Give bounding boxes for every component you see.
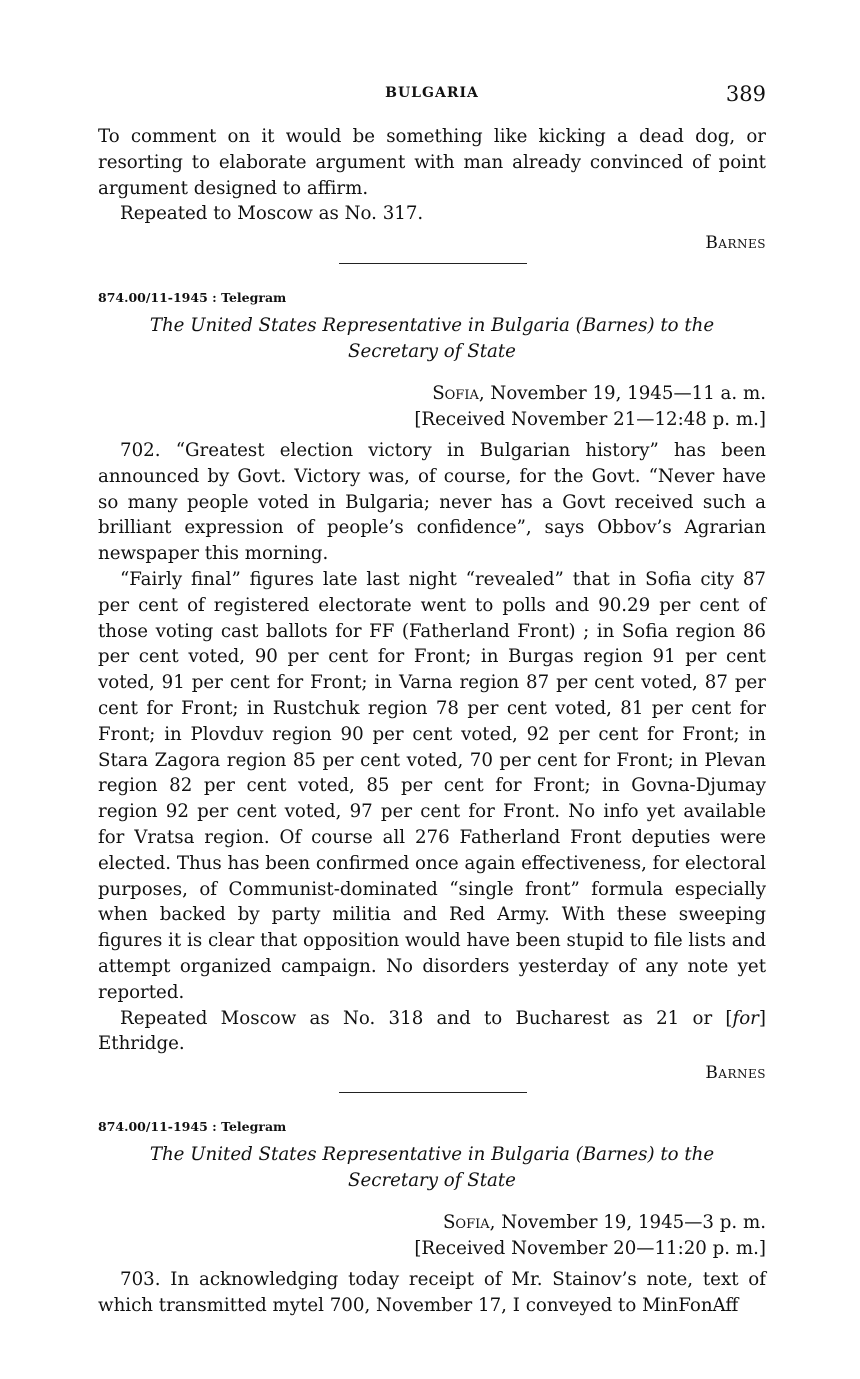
- dateline-date: November 19, 1945—11 a. m.: [484, 383, 766, 404]
- dateline-date: November 19, 1945—3 p. m.: [495, 1212, 766, 1233]
- document-heading: The United States Representative in Bulgaria (Barnes) to the Secretary of State: [149, 315, 715, 362]
- document-heading: The United States Representative in Bulgaria (Barnes) to the Secretary of State: [149, 1144, 715, 1191]
- continued-paragraph: To comment on it would be something like kicking a dead dog, or resorting to elaborate argument with man already convinced of point argument designed to affirm.: [98, 126, 766, 199]
- dateline-place: Sofia,: [432, 383, 485, 404]
- dateline: [98, 381, 766, 407]
- section-divider: [339, 1092, 527, 1093]
- dateline-place: Sofia,: [442, 1212, 496, 1233]
- body-paragraph: “Fairly final” figures late last night “revealed” that in Sofia city 87 per cent of registered electorate went to polls and 90.29 per cent of those voting cast ballots for FF (Fatherland Front) ; in Sofia region 86 per cent voted, 90 per cent for Front; in Burgas region 91 per cent voted, 91 per cent for Front; in Varna region 87 per cent voted, 87 per cent for Front; in Rustchuk region 78 per cent voted, 81 per cent for Front; in Plovduv region 90 per cent voted, 92 per cent for Front; in Stara Zagora region 85 per cent voted, 70 per cent for Front; in Plevan region 82 per cent voted, 85 per cent for Front; in Govna-Djumay region 92 per cent voted, 97 per cent for Front. No info yet available for Vratsa region. Of course all 276 Fatherland Front deputies were elected. Thus has been confirmed once again effectiveness, for electoral purposes, of Communist-dominated “single front” formula especially when backed by party militia and Red Army. With these sweeping figures it is clear that opposition would have been stupid to file lists and attempt organized campaign. No disorders yesterday of any note yet reported.: [98, 568, 766, 1003]
- received-line: [Received November 20—11:20 p. m.]: [414, 1238, 766, 1259]
- repeated-note: [98, 1006, 766, 1058]
- continued-text-block: [98, 124, 766, 257]
- running-head-title: BULGARIA: [385, 85, 479, 101]
- running-head: [98, 82, 766, 108]
- received-line: [Received November 21—12:48 p. m.]: [414, 409, 766, 430]
- repeated-text: Repeated Moscow as No. 318 and to Bucharest as 21 or [: [120, 1007, 733, 1029]
- file-reference: 874.00/11-1945 : Telegram: [98, 1119, 287, 1134]
- repeated-note: Repeated to Moscow as No. 317.: [120, 203, 424, 225]
- repeated-text-end: ] Ethridge.: [98, 1007, 766, 1055]
- editorial-insert: for: [732, 1007, 759, 1029]
- section-divider: [339, 263, 527, 264]
- telegram-body: [98, 1267, 766, 1319]
- body-paragraph: 703. In acknowledging today receipt of Mr. Stainov’s note, text of which transmitted mytel 700, November 17, I conveyed to MinFonAff: [98, 1269, 766, 1316]
- signature-barnes: Barnes: [705, 1063, 766, 1084]
- telegram-body: [98, 438, 766, 1087]
- body-paragraph: 702. “Greatest election victory in Bulgarian history” has been announced by Govt. Victory was, of course, for the Govt. “Never have so many people voted in Bulgaria; never has a Govt received such a brilliant expression of people’s confidence”, says Obbov’s Agrarian newspaper this morning.: [98, 440, 766, 565]
- page-number: 389: [725, 82, 766, 106]
- signature-barnes: Barnes: [705, 233, 766, 254]
- dateline: [98, 1210, 766, 1236]
- file-reference: 874.00/11-1945 : Telegram: [98, 290, 287, 305]
